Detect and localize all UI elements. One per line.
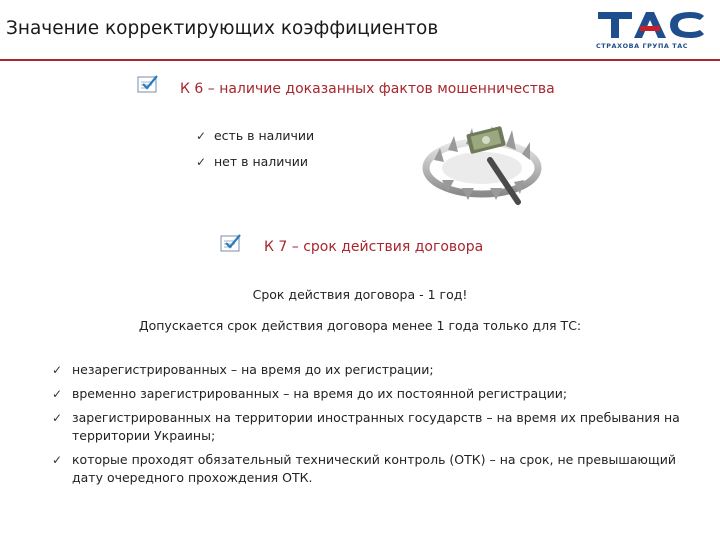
document-check-icon [137, 74, 159, 94]
check-icon: ✓ [52, 411, 63, 425]
title-divider [0, 59, 720, 61]
vehicle-conditions-list [50, 361, 710, 493]
check-icon: ✓ [196, 155, 207, 169]
list-item-text: зарегистрированных на территории иностранных государств – на время их пребывания на территории Украины; [72, 410, 680, 443]
list-item-text: которые проходят обязательный технический контроль (ОТК) – на срок, не превышающий дату очередного прохождения ОТК. [72, 452, 676, 485]
allowed-term-line: Допускается срок действия договора менее 1 года только для ТС: [138, 318, 582, 333]
document-check-icon [220, 233, 242, 253]
check-icon: ✓ [196, 129, 207, 143]
k6-item-present [196, 128, 314, 143]
logo-subtitle: СТРАХОВА ГРУПА ТАС [596, 42, 689, 50]
k6-item-absent [196, 154, 308, 169]
list-item [50, 385, 710, 403]
list-item-text: незарегистрированных – на время до их регистрации; [72, 362, 434, 377]
contract-term-line: Срок действия договора - 1 год! [252, 287, 468, 302]
page-title: Значение корректирующих коэффициентов [6, 18, 439, 39]
logo-mark [596, 8, 708, 42]
list-item-text: временно зарегистрированных – на время до их постоянной регистрации; [72, 386, 568, 401]
k6-item-label: есть в наличии [213, 128, 315, 143]
list-item [50, 409, 710, 445]
check-icon: ✓ [52, 387, 63, 401]
check-icon: ✓ [52, 453, 63, 467]
list-item [50, 451, 710, 487]
list-item [50, 361, 710, 379]
check-icon: ✓ [52, 363, 63, 377]
money-trap-illustration [420, 100, 550, 210]
k6-heading: К 6 – наличие доказанных фактов мошенничества [180, 81, 555, 97]
k7-heading: К 7 – срок действия договора [264, 239, 484, 255]
k6-item-label: нет в наличии [213, 154, 309, 169]
company-logo [596, 8, 708, 54]
